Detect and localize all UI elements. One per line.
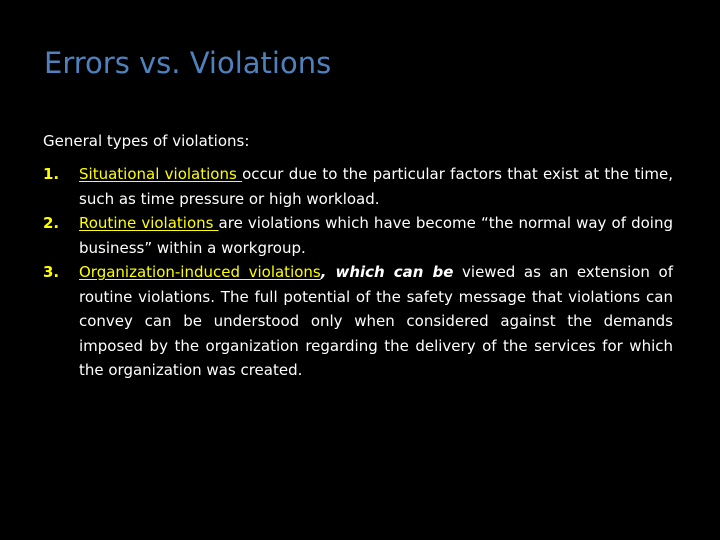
item-term: Organization-induced violations xyxy=(79,263,321,281)
item-number: 1. xyxy=(43,165,60,183)
item-text: are violations which have become “the normal way of doing business” within a workgroup. xyxy=(79,214,673,257)
item-text: viewed as an extension of routine violations. The full potential of the safety message that violations can convey can be understood only when considered against the demands imposed by the organization regarding the delivery of the services for which the organization was created. xyxy=(79,263,673,379)
list-item xyxy=(43,211,673,260)
item-text: occur due to the particular factors that exist at the time, such as time pressure or high workload. xyxy=(79,165,673,208)
item-number: 3. xyxy=(43,263,60,281)
intro-text: General types of violations: xyxy=(43,132,250,150)
item-term: Situational violations xyxy=(79,165,243,183)
item-lead: , which can be xyxy=(320,263,454,281)
violations-list xyxy=(43,162,673,383)
item-number: 2. xyxy=(43,214,60,232)
list-item xyxy=(43,260,673,383)
item-term: Routine violations xyxy=(79,214,219,232)
list-item xyxy=(43,162,673,211)
slide-title: Errors vs. Violations xyxy=(44,46,332,80)
